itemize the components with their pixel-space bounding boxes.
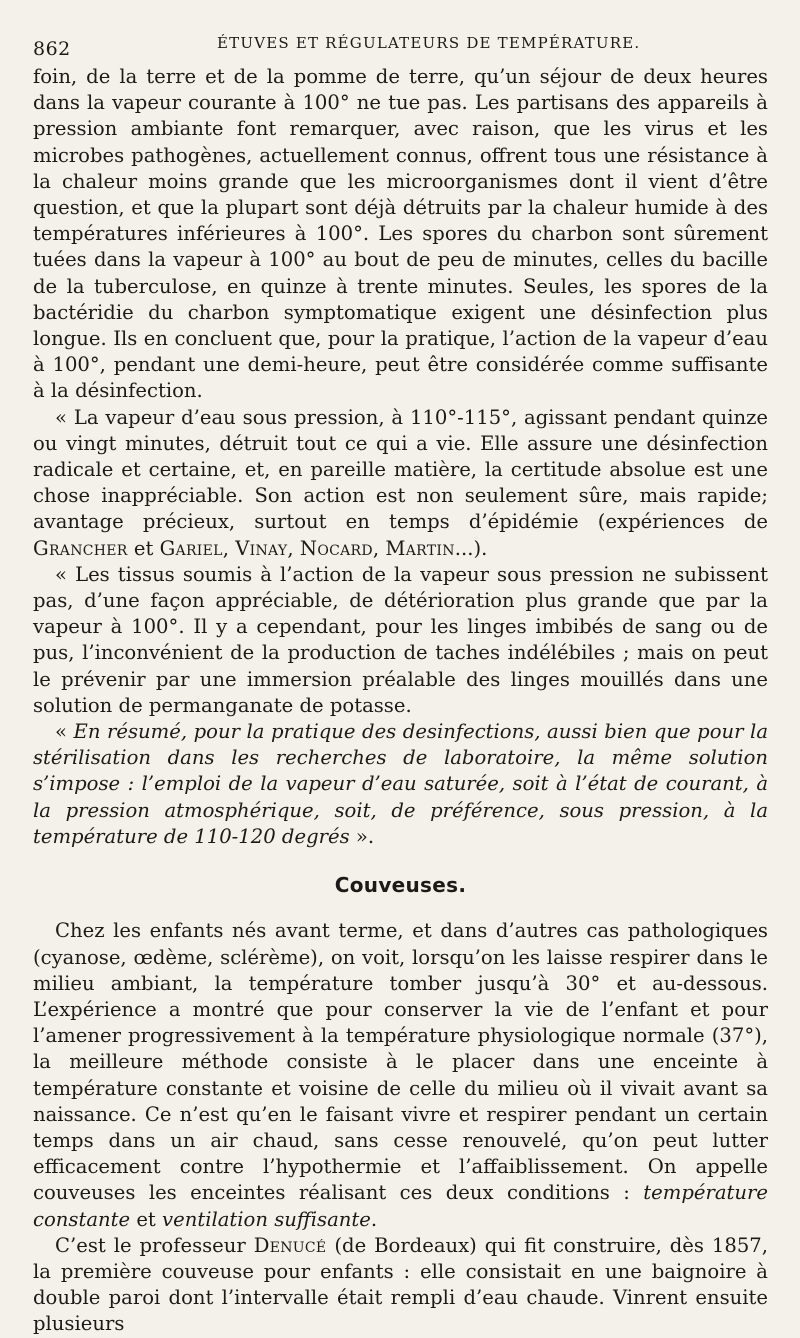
paragraph-1: foin, de la terre et de la pomme de terre, qu’un séjour de deux heures dans la vapeur courante à 100° ne tue pas. Les partisans des appareils à pression ambiante font remarquer, avec raison, que les virus et les microbes pathogènes, actuellement connus, offrent tous une résistance à la chaleur moins grande que les microorganismes dont il vient d’être question, et que la plupart sont déjà détruits par la chaleur humide à des températures inférieures à 100°. Les spores du charbon sont sûrement tuées dans la vapeur à 100° au bout de peu de minutes, celles du bacille de la tuberculose, en quinze à trente minutes. Seules, les spores de la bactéridie du charbon symptomatique exigent une désinfection plus longue. Ils en concluent que, pour la pratique, l’action de la vapeur d’eau à 100°, pendant une demi-heure, peut être considérée comme suffisante à la désinfection.: [33, 65, 768, 403]
separator: ,: [372, 536, 386, 560]
body-text: [33, 64, 768, 1338]
paragraph-6: [33, 1233, 768, 1338]
quote-close: ».: [349, 824, 375, 848]
paragraph-3: « Les tissus soumis à l’action de la vapeur sous pression ne subissent pas, d’une façon appréciable, de détérioration plus grande que par la vapeur à 100°. Il y a cependant, pour les linges imbibés de sang ou de pus, l’inconvénient de la production de taches indélébiles ; mais on peut le prévenir par une immersion préalable des linges mouillés dans une solution de permanganate de potasse.: [33, 562, 768, 717]
author-grancher: Grancher: [33, 536, 128, 560]
conjunction: et: [130, 1207, 163, 1231]
quote-open: «: [55, 720, 74, 744]
paragraph-2-end: ...).: [454, 536, 488, 560]
separator: ,: [287, 536, 300, 560]
summary-italic-text: En résumé, pour la pratique des desinfections, aussi bien que pour la stérilisation dans les recherches de laboratoire, la même solution s’impose : l’emploi de la vapeur d’eau saturée, soit à l’état de courant, à la pression atmosphérique, soit, de préférence, sous pression, à la température de 110-120 degrés: [33, 720, 768, 848]
running-title: ÉTUVES ET RÉGULATEURS DE TEMPÉRATURE.: [217, 34, 641, 52]
emphasis-ventilation: ventilation suffisante: [162, 1207, 371, 1231]
emphasis-temperature: température constante: [33, 1181, 768, 1231]
paragraph-4: [33, 719, 768, 850]
paragraph-5: [33, 918, 768, 1232]
paragraph-6-start: C’est le professeur: [55, 1233, 254, 1257]
author-martin: Martin: [385, 536, 455, 560]
author-nocard: Nocard: [299, 536, 373, 560]
paragraph-2: [33, 405, 768, 562]
author-gariel: Gariel: [159, 536, 223, 560]
paragraph-6-text: (de Bordeaux) qui fit construire, dès 1857, la première couveuse pour enfants : elle consistait en une baignoire à double paroi dont l’intervalle était rempli d’eau chaude. Vinrent ensuite plusieurs: [33, 1233, 768, 1336]
section-heading: Couveuses.: [334, 873, 467, 898]
page-number: 862: [33, 38, 71, 60]
running-header: [33, 24, 768, 64]
author-vinay: Vinay: [235, 536, 288, 560]
conjunction: et: [127, 536, 160, 560]
paragraph-2-text: « La vapeur d’eau sous pression, à 110°-115°, agissant pendant quinze ou vingt minutes, détruit tout ce qui a vie. Elle assure une désinfection radicale et certaine, et, en pareille matière, la certitude absolue est une chose inappréciable. Son action est non seulement sûre, mais rapide; avantage précieux, surtout en temps d’épidémie (expériences de: [33, 405, 768, 534]
separator: ,: [222, 536, 236, 560]
paragraph-5-text: Chez les enfants nés avant terme, et dans d’autres cas pathologiques (cyanose, œdème, sclérème), on voit, lorsqu’on les laisse respirer dans le milieu ambiant, la température tomber jusqu’à 30° et au-dessous. L’expérience a montré que pour conserver la vie de l’enfant et pour l’amener progressivement à la température physiologique normale (37°), la meilleure méthode consiste à le placer dans une enceinte à température constante et voisine de celle du milieu où il vivait avant sa naissance. Ce n’est qu’en le faisant vivre et respirer pendant un certain temps dans un air chaud, sans cesse renouvelé, qu’on peut lutter efficacement contre l’hypothermie et l’affaiblissement. On appelle couveuses les enceintes réalisant ces deux conditions :: [33, 919, 768, 1205]
paragraph-5-end: .: [370, 1207, 378, 1231]
author-denuce: Denucé: [253, 1233, 327, 1257]
